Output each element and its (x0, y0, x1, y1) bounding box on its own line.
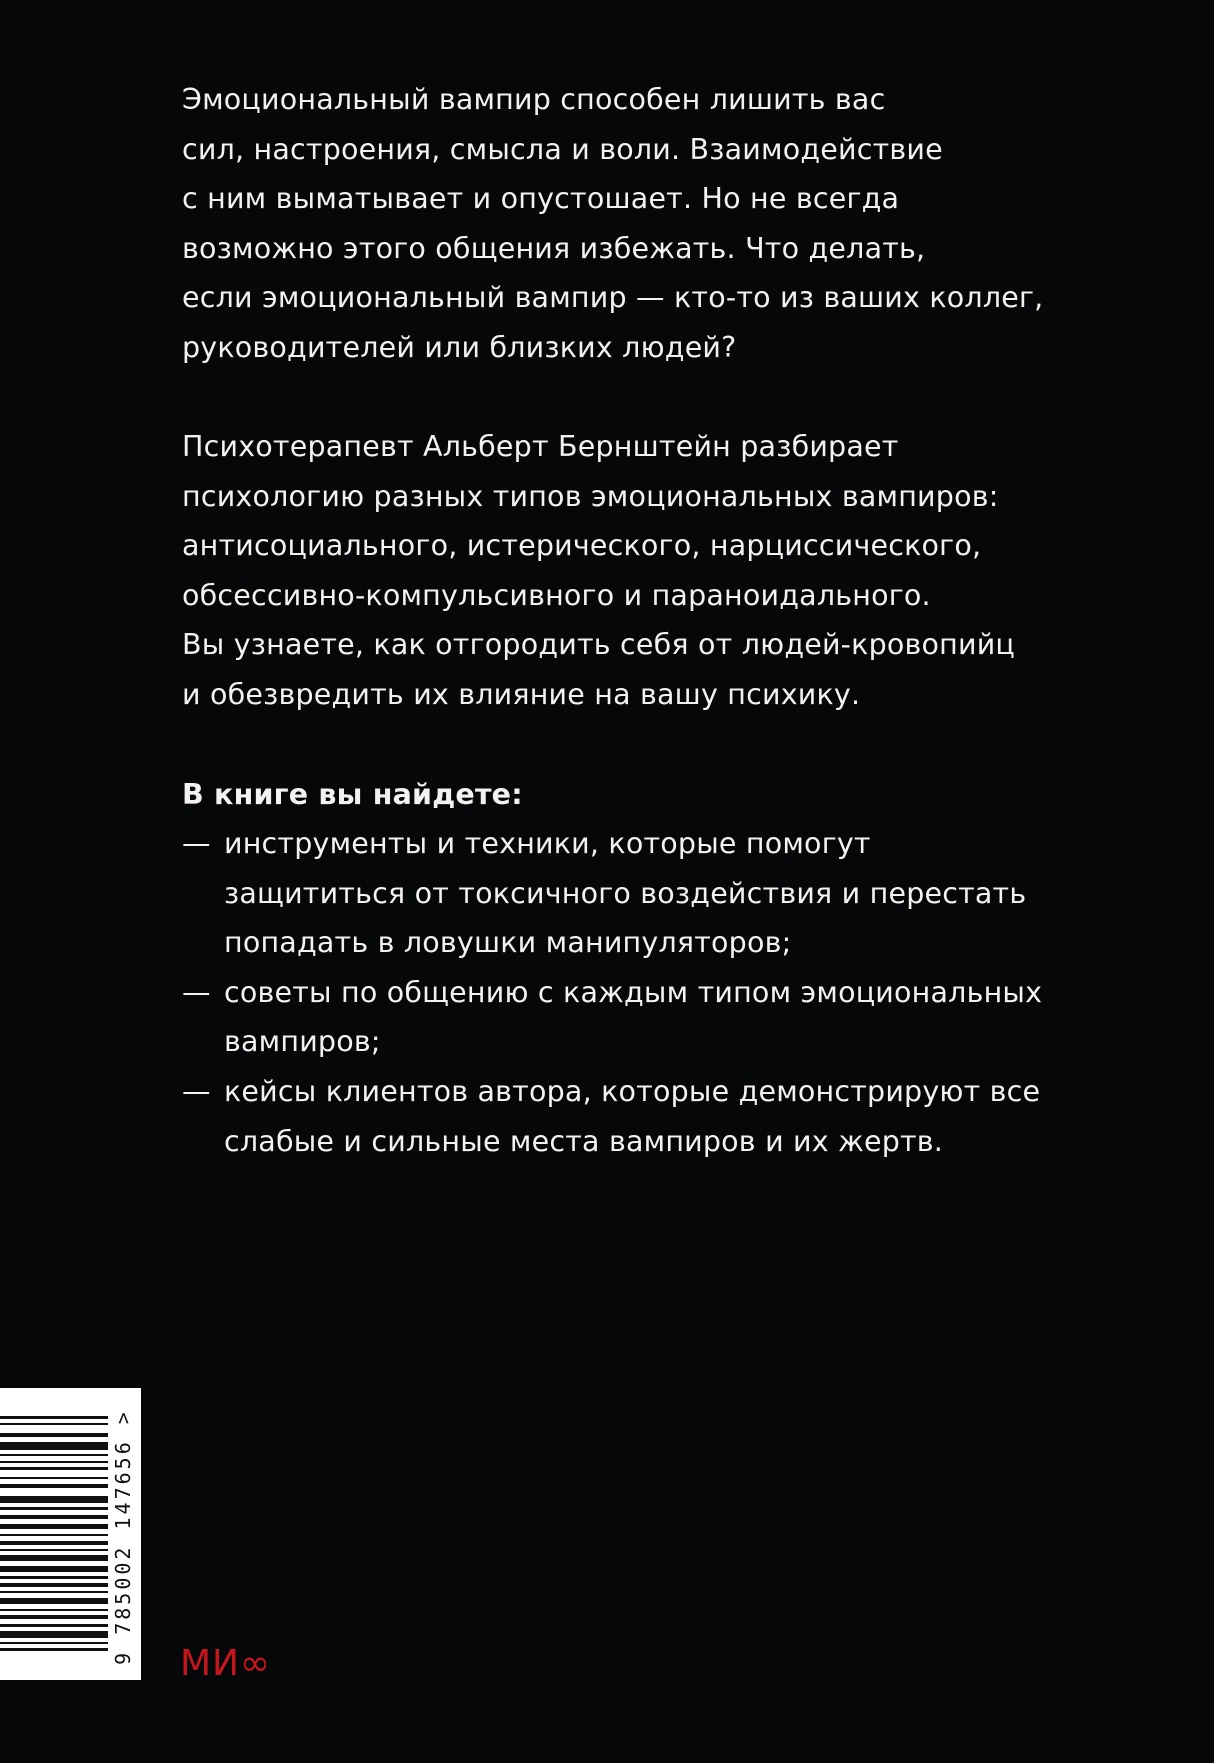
dash-bullet: — (182, 976, 211, 1009)
barcode-icon (0, 1388, 108, 1680)
text-line: защититься от токсичного воздействия и перестать (224, 877, 1027, 910)
list-heading: В книге вы найдете: (182, 778, 523, 811)
text-line: Психотерапевт Альберт Бернштейн разбирает (182, 430, 899, 463)
dash-bullet: — (182, 1075, 211, 1108)
text-line: сил, настроения, смысла и воли. Взаимодействие (182, 133, 943, 166)
isbn-number: 9 785002 147656 > (111, 1409, 135, 1665)
text-line: Вы узнаете, как отгородить себя от людей-кровопийц (182, 628, 1016, 661)
text-line: психологию разных типов эмоциональных вампиров: (182, 480, 999, 513)
text-line: с ним выматывает и опустошает. Но не всегда (182, 182, 900, 215)
text-line: антисоциального, истерического, нарциссического, (182, 529, 982, 562)
text-line: вампиров; (224, 1025, 381, 1058)
text-line: возможно этого общения избежать. Что делать, (182, 232, 926, 265)
text-line: если эмоциональный вампир — кто-то из ваших коллег, (182, 281, 1044, 314)
text-line: советы по общению с каждым типом эмоциональных (224, 976, 1043, 1009)
text-line: обсессивно-компульсивного и параноидального. (182, 579, 931, 612)
text-line: слабые и сильные места вампиров и их жертв. (224, 1125, 944, 1158)
text-line: кейсы клиентов автора, которые демонстрируют все (224, 1075, 1041, 1108)
text-line: и обезвредить их влияние на вашу психику. (182, 678, 861, 711)
text-line: инструменты и техники, которые помогут (224, 827, 871, 860)
isbn-barcode (0, 1388, 141, 1680)
publisher-logo: МИ∞ (180, 1643, 271, 1684)
dash-bullet: — (182, 827, 211, 860)
text-line: попадать в ловушки манипуляторов; (224, 926, 792, 959)
text-line: руководителей или близких людей? (182, 331, 737, 364)
text-line: Эмоциональный вампир способен лишить вас (182, 83, 886, 116)
isbn-digits (108, 1402, 138, 1672)
